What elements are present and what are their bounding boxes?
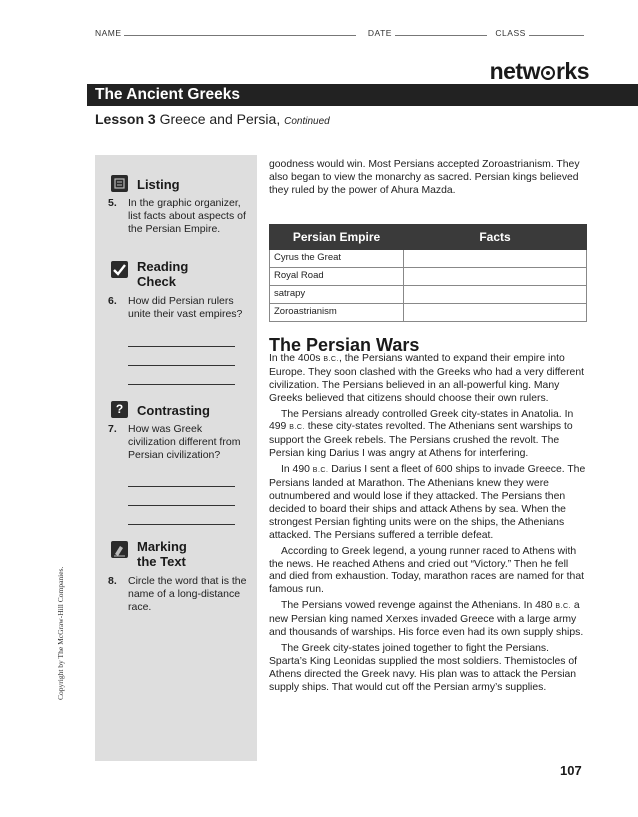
question-text: How did Persian rulers unite their vast empires? xyxy=(128,295,243,320)
term-cell: Zoroastrianism xyxy=(270,304,404,322)
marking-text-title xyxy=(137,539,187,569)
title-line-2: Check xyxy=(137,274,177,289)
text-run: , the Persians wanted to expand their empire into Europe. They soon clashed with the Greeks who had a very different civilization. The Persians believed in an all-powerful king. Many Greeks believed that citizens should choose their own rulers. xyxy=(269,352,584,404)
paragraph xyxy=(269,464,587,542)
answer-line[interactable] xyxy=(128,486,235,487)
copyright-text: Copyright by The McGraw-Hill Companies. xyxy=(56,566,65,700)
question-8 xyxy=(108,575,248,614)
lesson-number: Lesson 3 xyxy=(95,111,156,127)
answer-line[interactable] xyxy=(128,524,235,525)
facts-cell[interactable] xyxy=(404,286,587,304)
question-number: 5. xyxy=(108,197,117,209)
paragraph xyxy=(269,600,587,640)
answer-line[interactable] xyxy=(128,505,235,506)
answer-line[interactable] xyxy=(128,384,235,385)
graphic-organizer xyxy=(269,224,587,322)
question-5 xyxy=(108,197,248,236)
title-line-1: Reading xyxy=(137,259,189,274)
date-field[interactable] xyxy=(395,27,487,36)
lesson-title xyxy=(95,111,330,127)
persian-empire-table xyxy=(269,224,587,322)
text-run: In the 400s xyxy=(269,352,321,364)
table-row xyxy=(270,268,587,286)
worksheet-header xyxy=(95,27,584,38)
text-run: Darius I sent a fleet of 600 ships to invade Greece. The Persians landed at Marathon. The Athenians knew they were outnumbered and would lose if they attacked. The Persians then decided to board their ships and attack Athens by sea. When the strongest Persian fighting units were on the ships, the Athenians attacked. The Persians suffered a terrible defeat. xyxy=(269,464,586,541)
lesson-name: Greece and Persia, xyxy=(159,111,281,127)
checkmark-icon xyxy=(111,261,128,278)
table-header-row xyxy=(270,225,587,250)
facts-cell[interactable] xyxy=(404,268,587,286)
question-6 xyxy=(108,295,248,321)
listing-icon xyxy=(111,175,128,192)
term-cell: satrapy xyxy=(270,286,404,304)
contrasting-title: Contrasting xyxy=(137,403,210,418)
paragraph: The Greek city-states joined together to fight the Persians. Sparta’s King Leonidas supplied the most soldiers. Themistocles of Athens directed the Greek navy. His plan was to attack the Persian supply ships. That would cut off the Persian army’s supplies. xyxy=(269,642,578,693)
question-text: In the graphic organizer, list facts about aspects of the Persian Empire. xyxy=(128,197,246,235)
chapter-banner: The Ancient Greeks xyxy=(87,84,638,106)
era-abbrev: B.C. xyxy=(555,603,572,611)
question-number: 7. xyxy=(108,423,117,435)
term-cell: Cyrus the Great xyxy=(270,250,404,268)
question-mark-icon: ? xyxy=(111,401,128,418)
header-persian-empire: Persian Empire xyxy=(270,225,404,250)
table-row xyxy=(270,304,587,322)
table-row xyxy=(270,250,587,268)
persian-wars-section xyxy=(269,335,587,695)
facts-cell[interactable] xyxy=(404,304,587,322)
text-run: The Persians already controlled Greek city-states in Anatolia. In 499 xyxy=(269,408,574,433)
highlighter-icon xyxy=(111,541,128,558)
section-heading: The Persian Wars xyxy=(269,335,420,355)
question-number: 6. xyxy=(108,295,117,307)
text-run: these city-states revolted. The Athenians sent warships to support the Greek rebels. The Persians crushed the revolt. The Persian king Darius I was angry at Athens for interfering. xyxy=(269,421,573,460)
text-run: a new Persian king named Xerxes invaded Greece with a large army and thousands of warships. His force even had its own supply ships. xyxy=(269,600,584,639)
intro-text: goodness would win. Most Persians accepted Zoroastrianism. They also began to view the monarchy as sacred. Persian kings believed they ruled by the power of Ahura Mazda. xyxy=(269,159,580,196)
era-abbrev: B.C. xyxy=(289,424,305,432)
table-row xyxy=(270,286,587,304)
term-cell: Royal Road xyxy=(270,268,404,286)
continued-label: Continued xyxy=(284,116,330,127)
paragraph xyxy=(269,353,587,406)
question-7 xyxy=(108,423,248,462)
answer-line[interactable] xyxy=(128,365,235,366)
sidebar xyxy=(95,155,257,761)
name-label: NAME xyxy=(95,28,122,38)
answer-line[interactable] xyxy=(128,346,235,347)
reading-check-title xyxy=(137,259,188,289)
logo-o-icon xyxy=(541,66,555,80)
title-line-2: the Text xyxy=(137,554,186,569)
listing-title: Listing xyxy=(137,177,180,192)
text-run: The Persians vowed revenge against the Athenians. In 480 xyxy=(281,600,553,612)
text-run: In 490 xyxy=(281,464,310,476)
paragraph xyxy=(269,409,587,462)
intro-paragraph xyxy=(269,159,587,198)
question-text: Circle the word that is the name of a long-distance race. xyxy=(128,575,247,613)
date-label: DATE xyxy=(367,28,392,38)
page-number: 107 xyxy=(560,763,582,778)
logo-text-end: rks xyxy=(555,58,589,84)
class-field[interactable] xyxy=(529,27,584,36)
question-text: How was Greek civilization different from Persian civilization? xyxy=(128,423,241,461)
class-label: CLASS xyxy=(495,28,526,38)
networks-logo xyxy=(490,58,589,85)
facts-cell[interactable] xyxy=(404,250,587,268)
era-abbrev: B.C. xyxy=(323,355,339,363)
header-facts: Facts xyxy=(404,225,587,250)
title-line-1: Marking xyxy=(137,539,187,554)
name-field[interactable] xyxy=(124,27,356,36)
paragraph: According to Greek legend, a young runner raced to Athens with the news. He reached Athens and cried out “Victory.” Then he fell and died from exhaustion. Today, marathon races are named for that famous run. xyxy=(269,545,584,596)
era-abbrev: B.C. xyxy=(312,467,329,475)
question-number: 8. xyxy=(108,575,117,587)
logo-text-start: netw xyxy=(489,58,540,84)
